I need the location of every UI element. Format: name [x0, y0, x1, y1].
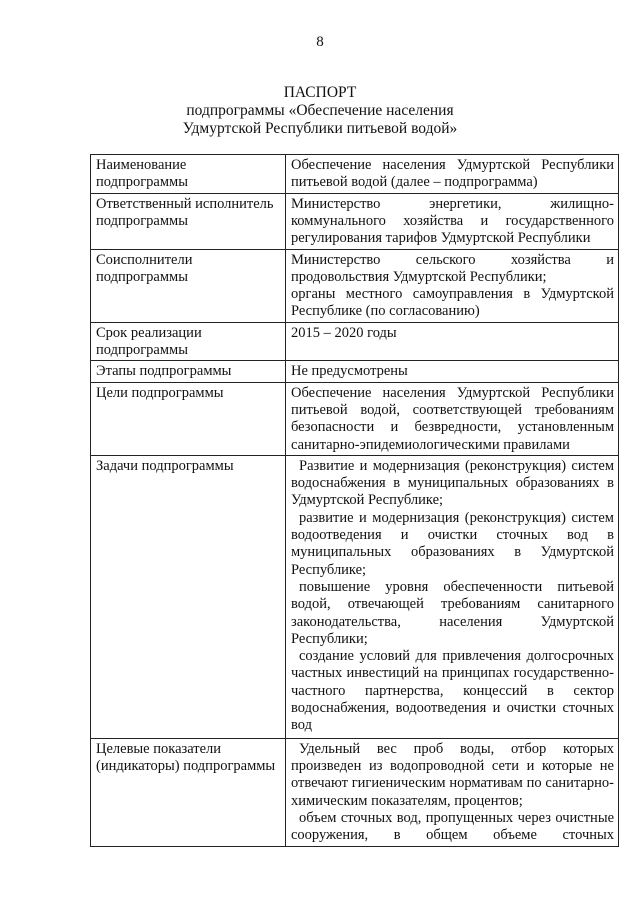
row-value — [286, 361, 619, 382]
row-value — [286, 455, 619, 738]
table-row — [91, 322, 619, 361]
value-paragraph: органы местного самоуправления в Удмуртской Республике (по согласованию) — [291, 286, 614, 320]
row-label: Задачи подпрограммы — [91, 455, 286, 738]
row-label: Ответственный исполнитель подпрограммы — [91, 193, 286, 249]
title-heading: ПАСПОРТ — [283, 84, 357, 101]
document-title — [0, 84, 640, 138]
value-paragraph: Министерство сельского хозяйства и продовольствия Удмуртской Республики; — [291, 251, 614, 285]
table-row — [91, 249, 619, 322]
value-paragraph: Обеспечение населения Удмуртской Республики питьевой водой, соответствующей требованиям безопасности и безвредности, установленным санитарно-эпидемиологическими правилами — [291, 384, 614, 453]
table-row — [91, 193, 619, 249]
row-label: Этапы подпрограммы — [91, 361, 286, 382]
table-row — [91, 382, 619, 455]
table-row — [91, 455, 619, 738]
title-subtitle-line-2: Удмуртской Республики питьевой водой» — [182, 120, 458, 137]
row-value — [286, 193, 619, 249]
row-label: Наименование подпрограммы — [91, 155, 286, 194]
row-value — [286, 382, 619, 455]
value-paragraph: повышение уровня обеспеченности питьевой водой, отвечающей требованиям санитарного законодательства, населения Удмуртской Республики; — [291, 578, 614, 647]
table-row — [91, 361, 619, 382]
passport-table — [90, 154, 619, 847]
page-number: 8 — [316, 34, 324, 50]
table-row — [91, 738, 619, 846]
row-label: Срок реализации подпрограммы — [91, 322, 286, 361]
value-paragraph: Не предусмотрены — [291, 363, 408, 380]
row-label: Целевые показатели (индикаторы) подпрограммы — [91, 738, 286, 846]
value-paragraph: Министерство энергетики, жилищно-коммунального хозяйства и государственного регулирования тарифов Удмуртской Республики — [291, 195, 614, 247]
value-paragraph: 2015 – 2020 годы — [291, 324, 397, 341]
value-paragraph: развитие и модернизация (реконструкция) систем водоотведения и очистки сточных вод в муниципальных образованиях в Удмуртской Республике; — [291, 509, 614, 578]
title-subtitle-line-1: подпрограммы «Обеспечение населения — [186, 102, 454, 119]
value-paragraph: Обеспечение населения Удмуртской Республики питьевой водой (далее – подпрограмма) — [291, 157, 614, 191]
row-value — [286, 738, 619, 846]
value-paragraph: создание условий для привлечения долгосрочных частных инвестиций на принципах государственно-частного партнерства, концессий в сектор водоснабжения, водоотведения и очистки сточных вод — [291, 648, 614, 734]
row-value — [286, 249, 619, 322]
row-value — [286, 155, 619, 194]
row-label: Соисполнители подпрограммы — [91, 249, 286, 322]
row-label: Цели подпрограммы — [91, 382, 286, 455]
table-row — [91, 155, 619, 194]
value-paragraph: объем сточных вод, пропущенных через очистные сооружения, в общем объеме сточных — [291, 810, 614, 844]
value-paragraph: Развитие и модернизация (реконструкция) систем водоснабжения в муниципальных образованиях в Удмуртской Республике; — [291, 457, 614, 509]
value-paragraph: Удельный вес проб воды, отбор которых произведен из водопроводной сети и которые не отвечают гигиеническим нормативам по санитарно-химическим показателям, процентов; — [291, 740, 614, 809]
row-value — [286, 322, 619, 361]
